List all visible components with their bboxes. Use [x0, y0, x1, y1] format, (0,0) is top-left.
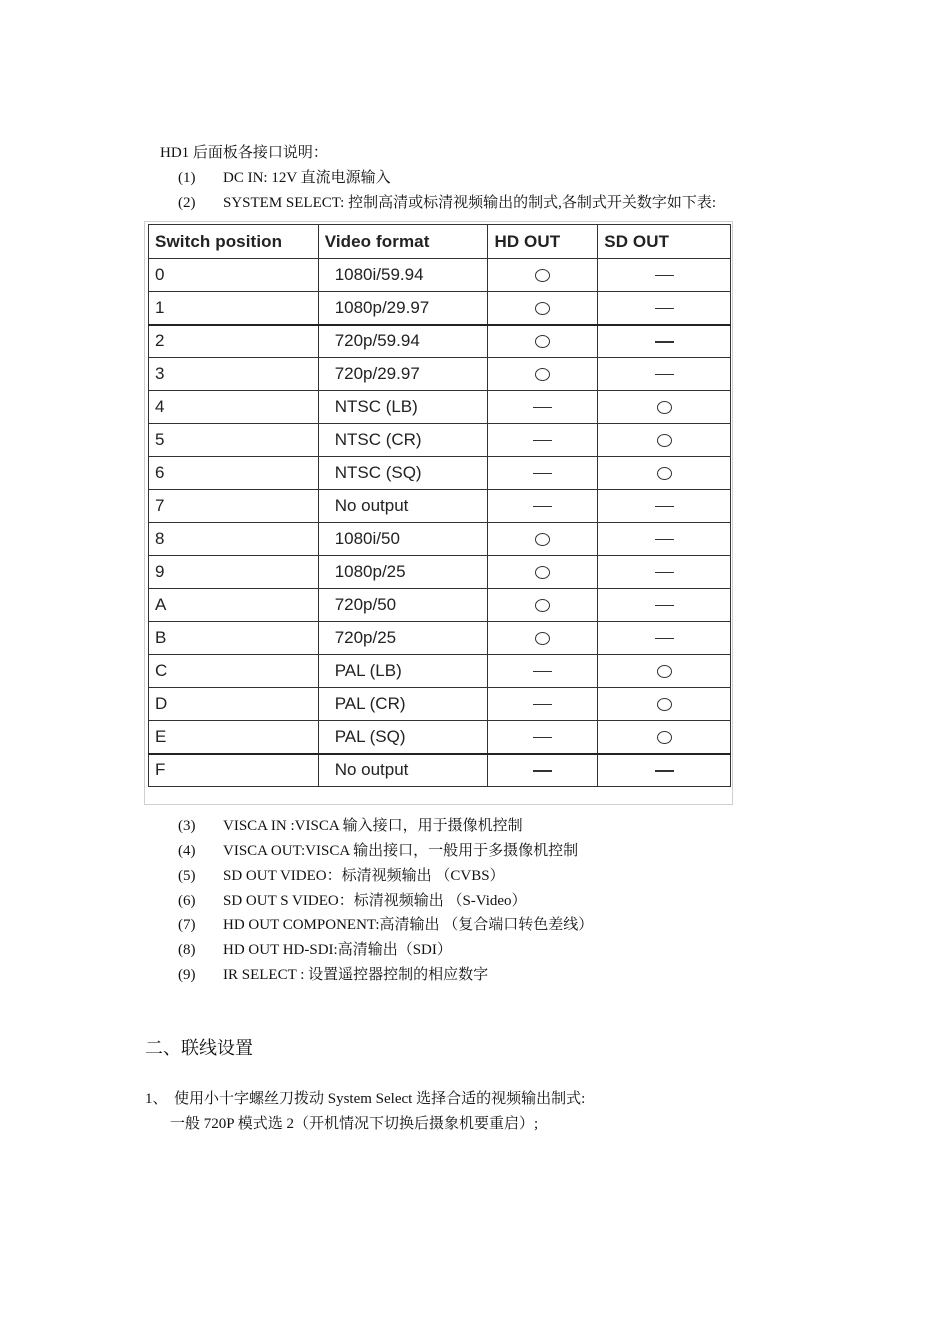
item-text: HD OUT HD-SDI:高清输出（SDI）	[223, 942, 452, 958]
item-number: (2)	[178, 195, 196, 211]
header-switch-position: Switch position	[149, 225, 319, 259]
table-row	[149, 622, 731, 655]
dash-icon	[533, 704, 552, 705]
dash-icon	[533, 473, 552, 474]
circle-icon	[535, 599, 550, 612]
dash-icon	[655, 770, 674, 772]
table-row	[149, 292, 731, 325]
switch-position-table	[148, 224, 731, 787]
table-row	[149, 358, 731, 391]
dash-icon	[655, 605, 674, 606]
circle-icon	[535, 533, 550, 546]
table-body	[149, 259, 731, 787]
dash-icon	[655, 572, 674, 573]
step-note: 一般 720P 模式选 2（开机情况下切换后摄象机要重启）;	[170, 1116, 539, 1132]
item-text: DC IN: 12V 直流电源输入	[223, 170, 391, 186]
table-row	[149, 523, 731, 556]
cell-sd-out	[598, 292, 731, 325]
dash-icon	[655, 275, 674, 276]
cell-hd-out	[488, 655, 598, 688]
cell-video-format: NTSC (SQ)	[318, 457, 488, 490]
cell-sd-out	[598, 688, 731, 721]
section-heading: 二、联线设置	[145, 1038, 253, 1058]
cell-video-format: 720p/29.97	[318, 358, 488, 391]
item-number: (8)	[178, 942, 196, 958]
dash-icon	[655, 374, 674, 375]
cell-video-format: PAL (SQ)	[318, 721, 488, 754]
table-row	[149, 490, 731, 523]
cell-sd-out	[598, 754, 731, 787]
cell-sd-out	[598, 325, 731, 358]
cell-video-format: PAL (LB)	[318, 655, 488, 688]
switch-position-table-frame	[144, 221, 733, 805]
header-hd-out: HD OUT	[488, 225, 598, 259]
intro-heading: HD1 后面板各接口说明：	[160, 145, 328, 161]
item-number: (5)	[178, 868, 196, 884]
cell-switch-position: 0	[149, 259, 319, 292]
step-number: 1、	[145, 1091, 168, 1107]
item-text: SD OUT VIDEO：标清视频输出 （CVBS）	[223, 868, 505, 884]
cell-hd-out	[488, 490, 598, 523]
item-number: (9)	[178, 967, 196, 983]
dash-icon	[655, 539, 674, 540]
circle-icon	[657, 665, 672, 678]
dash-icon	[533, 671, 552, 672]
table-row	[149, 589, 731, 622]
table-row	[149, 556, 731, 589]
circle-icon	[657, 401, 672, 414]
cell-hd-out	[488, 688, 598, 721]
cell-sd-out	[598, 556, 731, 589]
cell-switch-position: C	[149, 655, 319, 688]
cell-hd-out	[488, 259, 598, 292]
header-sd-out: SD OUT	[598, 225, 731, 259]
cell-video-format: NTSC (LB)	[318, 391, 488, 424]
cell-sd-out	[598, 523, 731, 556]
cell-sd-out	[598, 721, 731, 754]
cell-switch-position: D	[149, 688, 319, 721]
item-text: VISCA OUT:VISCA 输出接口，一般用于多摄像机控制	[223, 843, 579, 859]
cell-video-format: 1080i/50	[318, 523, 488, 556]
item-number: (6)	[178, 893, 196, 909]
item-number: (7)	[178, 917, 196, 933]
item-text: SYSTEM SELECT: 控制高清或标清视频输出的制式,各制式开关数字如下表:	[223, 195, 717, 211]
cell-hd-out	[488, 523, 598, 556]
cell-switch-position: 3	[149, 358, 319, 391]
cell-switch-position: B	[149, 622, 319, 655]
cell-switch-position: E	[149, 721, 319, 754]
dash-icon	[655, 506, 674, 507]
item-number: (4)	[178, 843, 196, 859]
cell-video-format: 720p/59.94	[318, 325, 488, 358]
table-row	[149, 325, 731, 358]
cell-sd-out	[598, 424, 731, 457]
dash-icon	[533, 407, 552, 408]
cell-hd-out	[488, 754, 598, 787]
circle-icon	[535, 632, 550, 645]
cell-video-format: NTSC (CR)	[318, 424, 488, 457]
cell-video-format: 720p/25	[318, 622, 488, 655]
dash-icon	[655, 638, 674, 639]
dash-icon	[655, 308, 674, 309]
cell-video-format: 1080p/29.97	[318, 292, 488, 325]
cell-sd-out	[598, 622, 731, 655]
item-number: (3)	[178, 818, 196, 834]
table-row	[149, 457, 731, 490]
cell-switch-position: 1	[149, 292, 319, 325]
cell-sd-out	[598, 655, 731, 688]
cell-hd-out	[488, 391, 598, 424]
cell-hd-out	[488, 457, 598, 490]
circle-icon	[535, 368, 550, 381]
table-row	[149, 754, 731, 787]
table-row	[149, 391, 731, 424]
cell-sd-out	[598, 358, 731, 391]
circle-icon	[657, 434, 672, 447]
circle-icon	[657, 698, 672, 711]
cell-hd-out	[488, 589, 598, 622]
dash-icon	[533, 770, 552, 772]
cell-hd-out	[488, 622, 598, 655]
cell-hd-out	[488, 292, 598, 325]
header-video-format: Video format	[318, 225, 488, 259]
circle-icon	[535, 269, 550, 282]
table-row	[149, 259, 731, 292]
cell-hd-out	[488, 424, 598, 457]
step-text: 使用小十字螺丝刀拨动 System Select 选择合适的视频输出制式:	[174, 1091, 586, 1107]
item-number: (1)	[178, 170, 196, 186]
item-text: SD OUT S VIDEO：标清视频输出 （S-Video）	[223, 893, 527, 909]
circle-icon	[657, 467, 672, 480]
cell-sd-out	[598, 259, 731, 292]
cell-switch-position: F	[149, 754, 319, 787]
cell-sd-out	[598, 391, 731, 424]
table-row	[149, 688, 731, 721]
cell-switch-position: 8	[149, 523, 319, 556]
cell-video-format: 1080i/59.94	[318, 259, 488, 292]
table-header-row	[149, 225, 731, 259]
cell-switch-position: 6	[149, 457, 319, 490]
dash-icon	[533, 506, 552, 507]
cell-video-format: No output	[318, 490, 488, 523]
cell-hd-out	[488, 556, 598, 589]
cell-switch-position: A	[149, 589, 319, 622]
item-text: VISCA IN :VISCA 输入接口，用于摄像机控制	[223, 818, 523, 834]
dash-icon	[533, 737, 552, 738]
table-row	[149, 721, 731, 754]
cell-video-format: 1080p/25	[318, 556, 488, 589]
circle-icon	[657, 731, 672, 744]
dash-icon	[655, 341, 674, 343]
cell-switch-position: 2	[149, 325, 319, 358]
cell-sd-out	[598, 490, 731, 523]
item-text: HD OUT COMPONENT:高清输出 （复合端口转色差线）	[223, 917, 594, 933]
table-row	[149, 655, 731, 688]
table-row	[149, 424, 731, 457]
circle-icon	[535, 302, 550, 315]
cell-switch-position: 5	[149, 424, 319, 457]
circle-icon	[535, 335, 550, 348]
cell-sd-out	[598, 589, 731, 622]
cell-switch-position: 7	[149, 490, 319, 523]
cell-hd-out	[488, 721, 598, 754]
cell-video-format: No output	[318, 754, 488, 787]
dash-icon	[533, 440, 552, 441]
cell-video-format: PAL (CR)	[318, 688, 488, 721]
circle-icon	[535, 566, 550, 579]
cell-sd-out	[598, 457, 731, 490]
cell-switch-position: 4	[149, 391, 319, 424]
cell-hd-out	[488, 325, 598, 358]
cell-switch-position: 9	[149, 556, 319, 589]
cell-hd-out	[488, 358, 598, 391]
cell-video-format: 720p/50	[318, 589, 488, 622]
item-text: IR SELECT : 设置遥控器控制的相应数字	[223, 967, 489, 983]
